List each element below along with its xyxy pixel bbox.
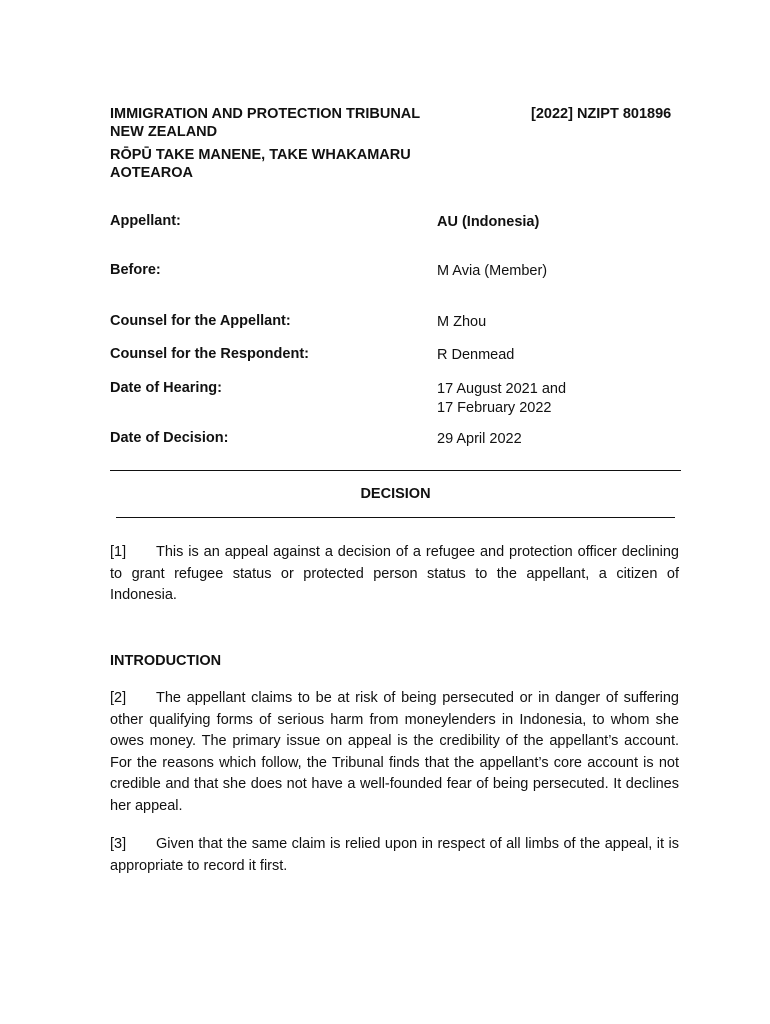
hearing-date-value <box>437 380 566 418</box>
paragraph-2 <box>110 688 679 817</box>
hearing-date-line1: 17 August 2021 and <box>437 381 567 397</box>
paragraph-3-text: Given that the same claim is relied upon in respect of all limbs of the appeal, it is appropriate to record it first. <box>110 836 679 874</box>
tribunal-name <box>110 105 420 141</box>
decision-date-label: Date of Decision: <box>110 430 229 446</box>
before-label: Before: <box>110 262 161 278</box>
appellant-value: AU (Indonesia) <box>437 214 540 230</box>
hearing-date-label: Date of Hearing: <box>110 380 222 396</box>
tribunal-maori-name <box>110 146 411 182</box>
counsel-respondent-label: Counsel for the Respondent: <box>110 346 309 362</box>
before-value: M Avia (Member) <box>437 263 548 279</box>
tribunal-maori-line1: RŌPŪ TAKE MANENE, TAKE WHAKAMARU <box>110 147 411 163</box>
counsel-respondent-value: R Denmead <box>437 347 515 363</box>
paragraph-1-number: [1] <box>110 544 127 560</box>
paragraph-1 <box>110 542 679 607</box>
appellant-label: Appellant: <box>110 213 181 229</box>
paragraph-1-text: This is an appeal against a decision of a refugee and protection officer declining to grant refugee status or protected person status to the appellant, a citizen of Indonesia. <box>110 544 679 603</box>
neutral-citation: [2022] NZIPT 801896 <box>531 106 672 122</box>
divider-bottom <box>116 517 675 518</box>
paragraph-3 <box>110 834 679 877</box>
counsel-appellant-label: Counsel for the Appellant: <box>110 313 291 329</box>
introduction-heading: INTRODUCTION <box>110 653 222 669</box>
decision-heading: DECISION <box>360 486 431 502</box>
decision-date-value: 29 April 2022 <box>437 431 522 447</box>
counsel-appellant-value: M Zhou <box>437 314 487 330</box>
paragraph-2-number: [2] <box>110 690 127 706</box>
hearing-date-line2: 17 February 2022 <box>437 400 552 416</box>
tribunal-name-line1: IMMIGRATION AND PROTECTION TRIBUNAL <box>110 106 421 122</box>
paragraph-3-number: [3] <box>110 836 127 852</box>
paragraph-2-text: The appellant claims to be at risk of being persecuted or in danger of suffering other qualifying forms of serious harm from moneylenders in Indonesia, to whom she owes money. The primary issue on appeal is the credibility of the appellant’s account. For the reasons which follow, the Tribunal finds that the appellant’s core account is not credible and that she does not have a well-founded fear of being persecuted. It declines her appeal. <box>110 690 679 814</box>
tribunal-maori-line2: AOTEAROA <box>110 165 193 181</box>
divider-top <box>110 470 681 471</box>
tribunal-name-line2: NEW ZEALAND <box>110 124 218 140</box>
